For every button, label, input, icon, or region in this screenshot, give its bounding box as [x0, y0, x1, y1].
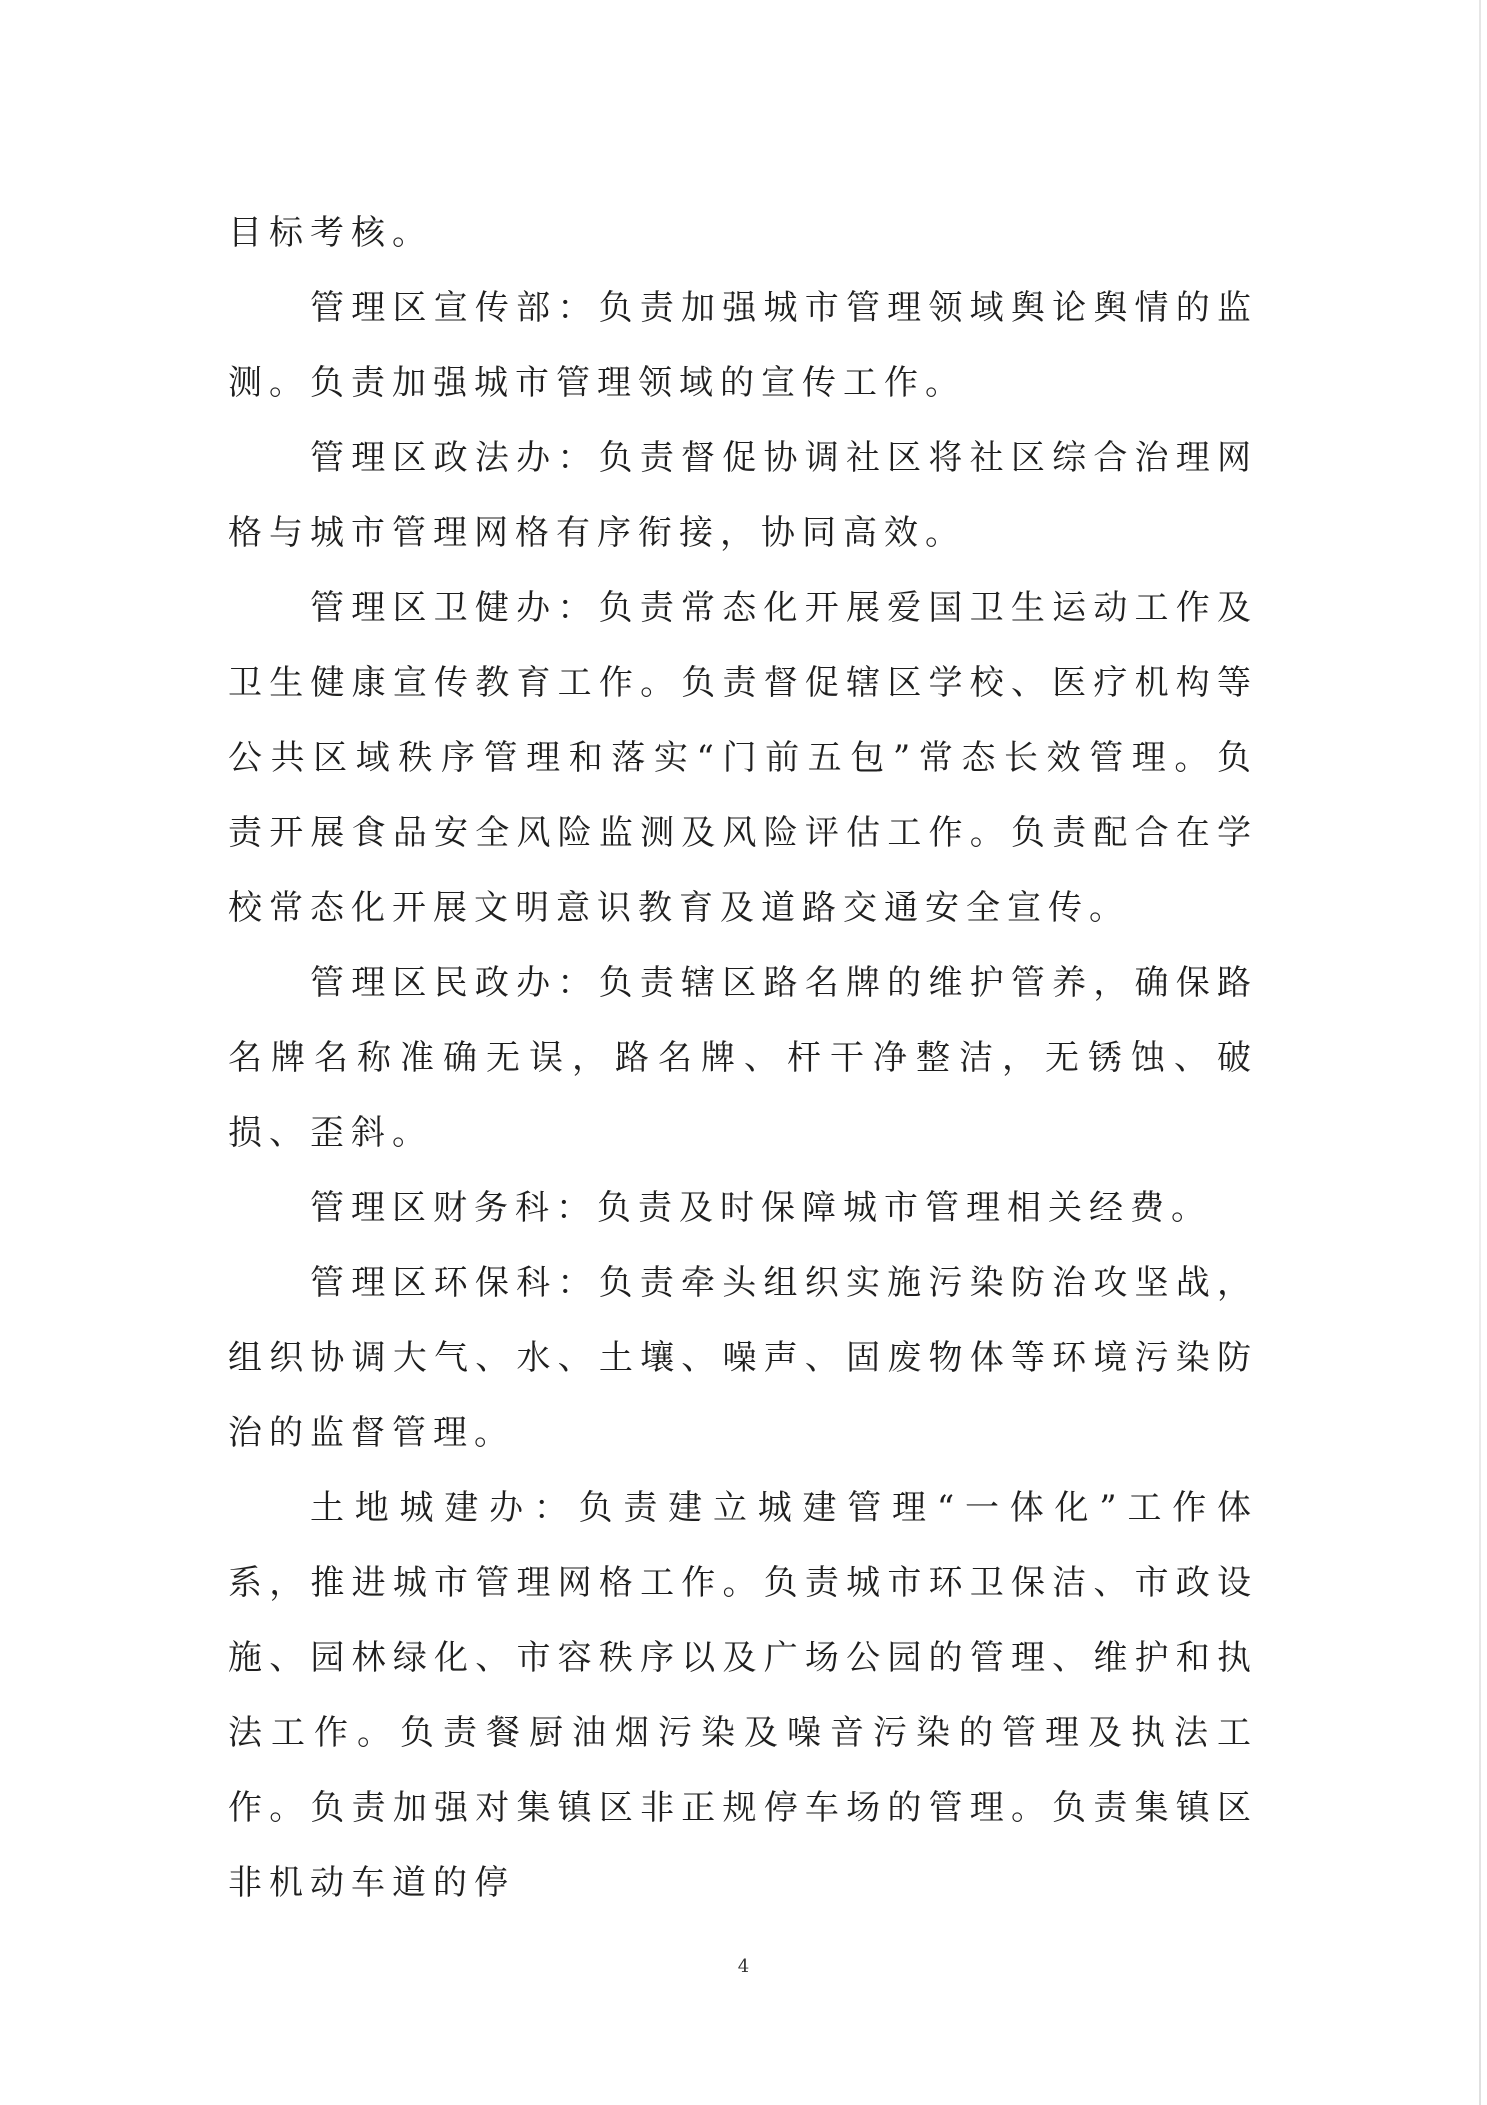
paragraph-environment-section: 管理区环保科：负责牵头组织实施污染防治攻坚战，组织协调大气、水、土壤、噪声、固废物体等环境污染防治的监督管理。 — [228, 1263, 1258, 1453]
scan-edge-line — [1479, 0, 1481, 2105]
paragraph-civil-affairs-office: 管理区民政办：负责辖区路名牌的维护管养，确保路名牌名称准确无误，路名牌、杆干净整洁，无锈蚀、破损、歪斜。 — [228, 963, 1258, 1153]
paragraph-health-office: 管理区卫健办：负责常态化开展爱国卫生运动工作及卫生健康宣传教育工作。负责督促辖区学校、医疗机构等公共区域秩序管理和落实“门前五包”常态长效管理。负责开展食品安全风险监测及风险评估工作。负责配合在学校常态化开展文明意识教育及道路交通安全宣传。 — [228, 588, 1258, 928]
paragraph-propaganda-dept: 管理区宣传部：负责加强城市管理领域舆论舆情的监测。负责加强城市管理领域的宣传工作。 — [228, 288, 1258, 403]
page-number: 4 — [737, 1956, 750, 1977]
paragraph-land-construction-office: 土地城建办：负责建立城建管理“一体化”工作体系，推进城市管理网格工作。负责城市环卫保洁、市政设施、园林绿化、市容秩序以及广场公园的管理、维护和执法工作。负责餐厨油烟污染及噪音污染的管理及执法工作。负责加强对集镇区非正规停车场的管理。负责集镇区非机动车道的停 — [228, 1488, 1258, 1903]
paragraph-finance-section: 管理区财务科：负责及时保障城市管理相关经费。 — [310, 1188, 1212, 1228]
document-body — [228, 196, 1258, 1921]
paragraph-continuation: 目标考核。 — [228, 213, 433, 253]
paragraph-politics-law-office: 管理区政法办：负责督促协调社区将社区综合治理网格与城市管理网格有序衔接，协同高效。 — [228, 438, 1258, 553]
